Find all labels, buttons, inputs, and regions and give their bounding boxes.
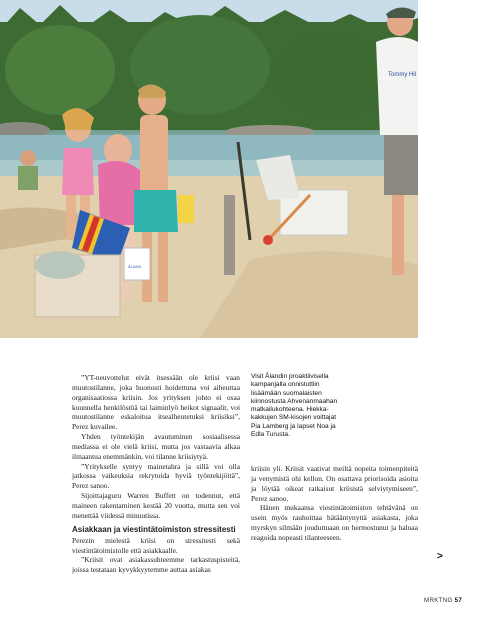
beach-family-photo (0, 0, 418, 338)
paragraph: ”Kriisit ovat asiakassuhteemme tarkastuspisteitä, joissa testataan kyvykkyytemme auttaa asiakas (72, 555, 240, 575)
page-footer (424, 597, 462, 604)
paragraph: Sijoittajaguru Warren Buffett on todennut, että maineen rakentaminen kestää 20 vuotta, mutta sen voi menettää viidessä minuutissa. (72, 491, 240, 520)
paragraph: Perezin mielestä kriisi on stressitesti sekä viestintätoimistolle että asiakkaalle. (72, 535, 240, 555)
section-subheading: Asiakkaan ja viestintätoimiston stressitesti (72, 524, 236, 534)
article-column-1 (72, 373, 240, 575)
magazine-name: MRKTNG (424, 597, 453, 604)
sign-text: ÅLAND (128, 264, 142, 269)
article-column-2 (251, 464, 418, 543)
paragraph: Hänen mukaansa viestintätoimiston tehtävänä on usein myös rauhoittaa hätääntynyttä asiakasta, joka myrskyn silmään jouduttuaan on hermostunut ja haluaa reagoida nopeasti tilanteeseen. (251, 503, 418, 542)
paragraph: ”YT-neuvottelut eivät itsessään ole kriisi vaan muutostilanne, joka huonosti hoidettuna voi aiheuttaa organisaatiossa kriisin. Jos yrityksen johto ei osaa kuunnella henkilöstöä tai laiminlyö heikot signaalit, voi muutostilanne eskaloitua itsealheutetuksi kriisiksi”, Perez kuvailee. (72, 373, 240, 432)
paragraph: ”Yritykselle syntyy mainetahra ja sillä voi olla jatkossa vaikeuksia rekrytoida hyviä työntekijöitä”, Perez sanoo. (72, 461, 240, 491)
shirt-logo-text: Tommy Hil (388, 72, 416, 78)
paragraph: kriisin yli. Kriisit vaativat meiltä nopeita toimenpiteitä ja venymistä ohi kellon. On osattava priorisoida asioita ja löytää oikeat ratkaisut kriisistä selviytymiseen”, Perez sanoo. (251, 464, 418, 503)
continue-arrow-icon: > (437, 551, 443, 562)
paragraph: Yhden työntekijän avautuminen sosiaalisessa mediassa ei ole vielä kriisi, mutta jos vastaavia alkaa ilmaantua enemmänkin, voi tilanne kriisiytyä. (72, 432, 240, 461)
photo-illustration (0, 0, 418, 338)
page-number: 57 (454, 597, 463, 604)
photo-caption: Visit Ålandin proaktiivisella kampanjalla onnistuttiin lisäämään suomalaisten kiinnostusta Ahvenanmaahan matkailukohteena. Hiekka-kakkujen SM-kisojen voittajat Pia Lamberg ja lapset Noa ja Edla Turusta. (251, 373, 338, 439)
